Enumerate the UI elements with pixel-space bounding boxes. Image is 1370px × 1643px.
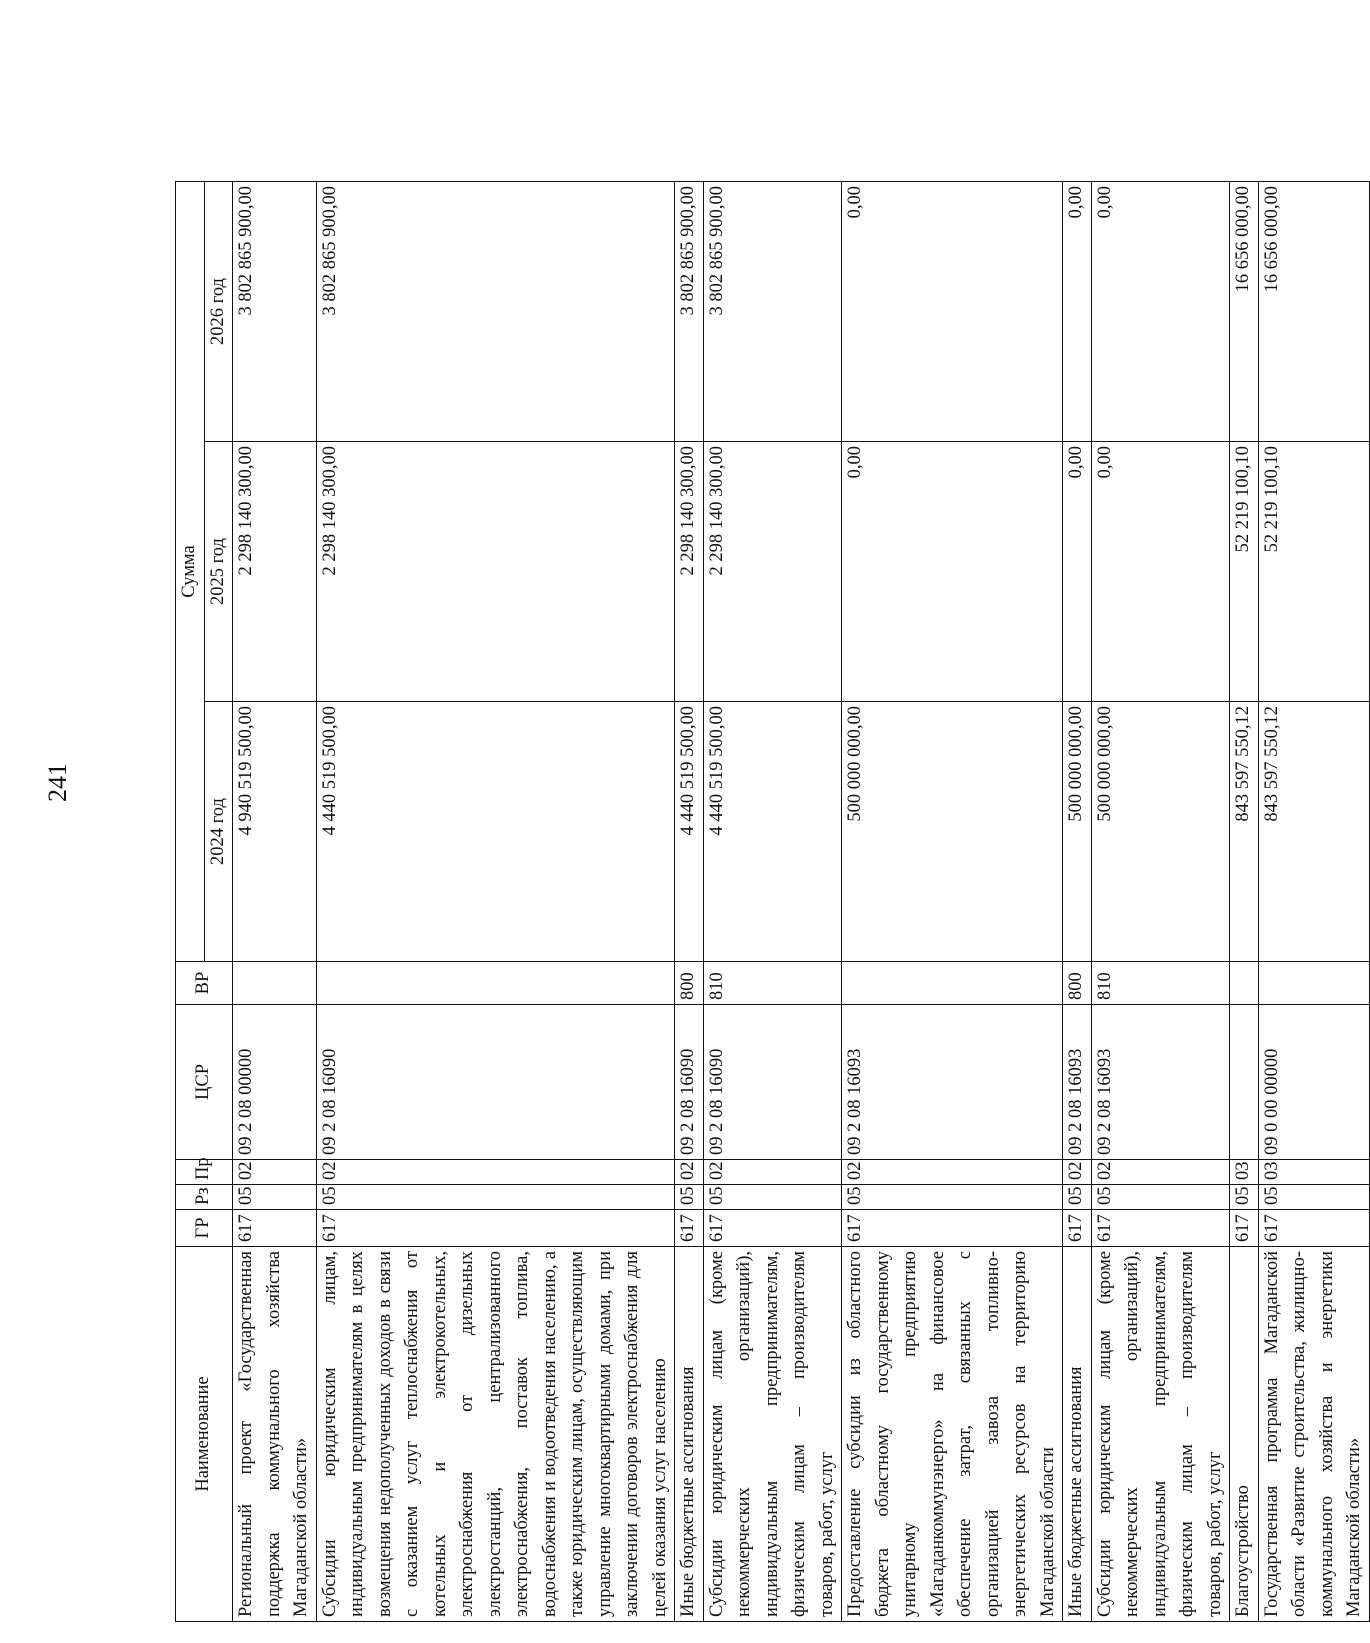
row-pr: 02 xyxy=(842,1160,1063,1185)
header-csr: ЦСР xyxy=(176,1005,233,1160)
header-2024: 2024 год xyxy=(204,702,233,962)
row-gr: 617 xyxy=(233,1210,317,1247)
header-sum: Сумма xyxy=(176,181,205,961)
row-name: Иные бюджетные ассигнования xyxy=(675,1247,704,1622)
table-row xyxy=(675,181,704,1621)
row-name: Предоставление субсидии из областного бюджета областному государственному унитарному предприятию «Магаданкоммунэнерго» на финансовое обеспечение затрат, связанных с организацией завоза топливно-энергетических ресурсов на территорию Магаданской области xyxy=(842,1247,1063,1622)
row-2025: 0,00 xyxy=(842,442,1063,702)
row-2025: 2 298 140 300,00 xyxy=(316,442,675,702)
header-name: Наименование xyxy=(176,1247,233,1622)
table-row xyxy=(842,181,1063,1621)
table-row xyxy=(1258,181,1369,1621)
row-rz: 05 xyxy=(316,1185,675,1210)
row-2024: 843 597 550,12 xyxy=(1258,702,1369,962)
row-pr: 02 xyxy=(1091,1160,1230,1185)
header-gr: ГР xyxy=(176,1210,233,1247)
row-csr: 09 2 08 16093 xyxy=(1063,1005,1092,1160)
row-vr: 800 xyxy=(675,962,704,1005)
row-2026: 0,00 xyxy=(842,181,1063,441)
rotated-table-container xyxy=(175,182,1364,1622)
row-rz: 05 xyxy=(675,1185,704,1210)
header-rz: Рз xyxy=(176,1185,233,1210)
row-vr: 810 xyxy=(1091,962,1230,1005)
row-gr: 617 xyxy=(842,1210,1063,1247)
row-2026: 0,00 xyxy=(1063,181,1092,441)
row-pr: 03 xyxy=(1258,1160,1369,1185)
row-2025: 52 219 100,10 xyxy=(1258,442,1369,702)
row-vr xyxy=(1258,962,1369,1005)
row-2024: 843 597 550,12 xyxy=(1230,702,1259,962)
header-2026: 2026 год xyxy=(204,181,233,441)
row-vr: 810 xyxy=(703,962,842,1005)
row-rz: 05 xyxy=(233,1185,317,1210)
row-2024: 500 000 000,00 xyxy=(842,702,1063,962)
row-csr xyxy=(1230,1005,1259,1160)
row-rz: 05 xyxy=(1230,1185,1259,1210)
row-rz: 05 xyxy=(703,1185,842,1210)
row-vr xyxy=(842,962,1063,1005)
row-gr: 617 xyxy=(1230,1210,1259,1247)
row-name: Субсидии юридическим лицам (кроме некоммерческих организаций), индивидуальным предпринимателям, физическим лицам – производителям товаров, работ, услуг xyxy=(703,1247,842,1622)
budget-table xyxy=(175,181,1370,1622)
row-pr: 02 xyxy=(703,1160,842,1185)
row-pr: 02 xyxy=(233,1160,317,1185)
row-2024: 4 440 519 500,00 xyxy=(316,702,675,962)
table-row xyxy=(1063,181,1092,1621)
table-row xyxy=(316,181,675,1621)
row-gr: 617 xyxy=(1258,1210,1369,1247)
row-name: Субсидии юридическим лицам, индивидуальным предпринимателям в целях возмещения недополученных доходов в связи с оказанием услуг теплоснабжения от котельных и электрокотельных, электроснабжения от дизельных электростанций, централизованного электроснабжения, поставок топлива, водоснабжения и водоотведения населению, а также юридическим лицам, осуществляющим управление многоквартирными домами, при заключении договоров электроснабжения для целей оказания услуг населению xyxy=(316,1247,675,1622)
row-csr: 09 2 08 16090 xyxy=(316,1005,675,1160)
row-csr: 09 0 00 00000 xyxy=(1258,1005,1369,1160)
row-vr xyxy=(316,962,675,1005)
row-pr: 02 xyxy=(1063,1160,1092,1185)
table-row xyxy=(703,181,842,1621)
row-name: Государственная программа Магаданской области «Развитие строительства, жилищно-коммунального хозяйства и энергетики Магаданской области» xyxy=(1258,1247,1369,1622)
table-row xyxy=(1091,181,1230,1621)
row-csr: 09 2 08 16093 xyxy=(1091,1005,1230,1160)
page-number: 241 xyxy=(43,763,72,802)
row-rz: 05 xyxy=(1258,1185,1369,1210)
row-2026: 3 802 865 900,00 xyxy=(316,181,675,441)
row-rz: 05 xyxy=(1091,1185,1230,1210)
row-name: Благоустройство xyxy=(1230,1247,1259,1622)
row-gr: 617 xyxy=(703,1210,842,1247)
header-row-top xyxy=(176,181,205,1621)
row-rz: 05 xyxy=(842,1185,1063,1210)
row-pr: 02 xyxy=(316,1160,675,1185)
row-2026: 16 656 000,00 xyxy=(1258,181,1369,441)
row-2026: 16 656 000,00 xyxy=(1230,181,1259,441)
header-vr: ВР xyxy=(176,962,233,1005)
row-gr: 617 xyxy=(316,1210,675,1247)
row-gr: 617 xyxy=(1091,1210,1230,1247)
row-2024: 4 440 519 500,00 xyxy=(675,702,704,962)
table-row xyxy=(233,181,317,1621)
row-vr xyxy=(1230,962,1259,1005)
row-2025: 2 298 140 300,00 xyxy=(233,442,317,702)
row-2025: 2 298 140 300,00 xyxy=(703,442,842,702)
row-csr: 09 2 08 16090 xyxy=(675,1005,704,1160)
row-csr: 09 2 08 16090 xyxy=(703,1005,842,1160)
row-name: Иные бюджетные ассигнования xyxy=(1063,1247,1092,1622)
row-csr: 09 2 08 00000 xyxy=(233,1005,317,1160)
row-rz: 05 xyxy=(1063,1185,1092,1210)
row-2024: 4 440 519 500,00 xyxy=(703,702,842,962)
row-2025: 2 298 140 300,00 xyxy=(675,442,704,702)
row-vr xyxy=(233,962,317,1005)
row-2026: 3 802 865 900,00 xyxy=(233,181,317,441)
row-pr: 03 xyxy=(1230,1160,1259,1185)
row-gr: 617 xyxy=(1063,1210,1092,1247)
row-pr: 02 xyxy=(675,1160,704,1185)
row-csr: 09 2 08 16093 xyxy=(842,1005,1063,1160)
row-2025: 52 219 100,10 xyxy=(1230,442,1259,702)
row-2024: 500 000 000,00 xyxy=(1091,702,1230,962)
row-2026: 3 802 865 900,00 xyxy=(703,181,842,441)
row-name: Субсидии юридическим лицам (кроме некоммерческих организаций), индивидуальным предпринимателям, физическим лицам – производителям товаров, работ, услуг xyxy=(1091,1247,1230,1622)
header-2025: 2025 год xyxy=(204,442,233,702)
table-row xyxy=(1230,181,1259,1621)
row-gr: 617 xyxy=(675,1210,704,1247)
row-2026: 3 802 865 900,00 xyxy=(675,181,704,441)
row-2026: 0,00 xyxy=(1091,181,1230,441)
row-2025: 0,00 xyxy=(1063,442,1092,702)
row-name: Региональный проект «Государственная поддержка коммунального хозяйства Магаданской области» xyxy=(233,1247,317,1622)
row-2024: 500 000 000,00 xyxy=(1063,702,1092,962)
row-2024: 4 940 519 500,00 xyxy=(233,702,317,962)
header-pr: Пр xyxy=(176,1160,233,1185)
row-2025: 0,00 xyxy=(1091,442,1230,702)
row-vr: 800 xyxy=(1063,962,1092,1005)
